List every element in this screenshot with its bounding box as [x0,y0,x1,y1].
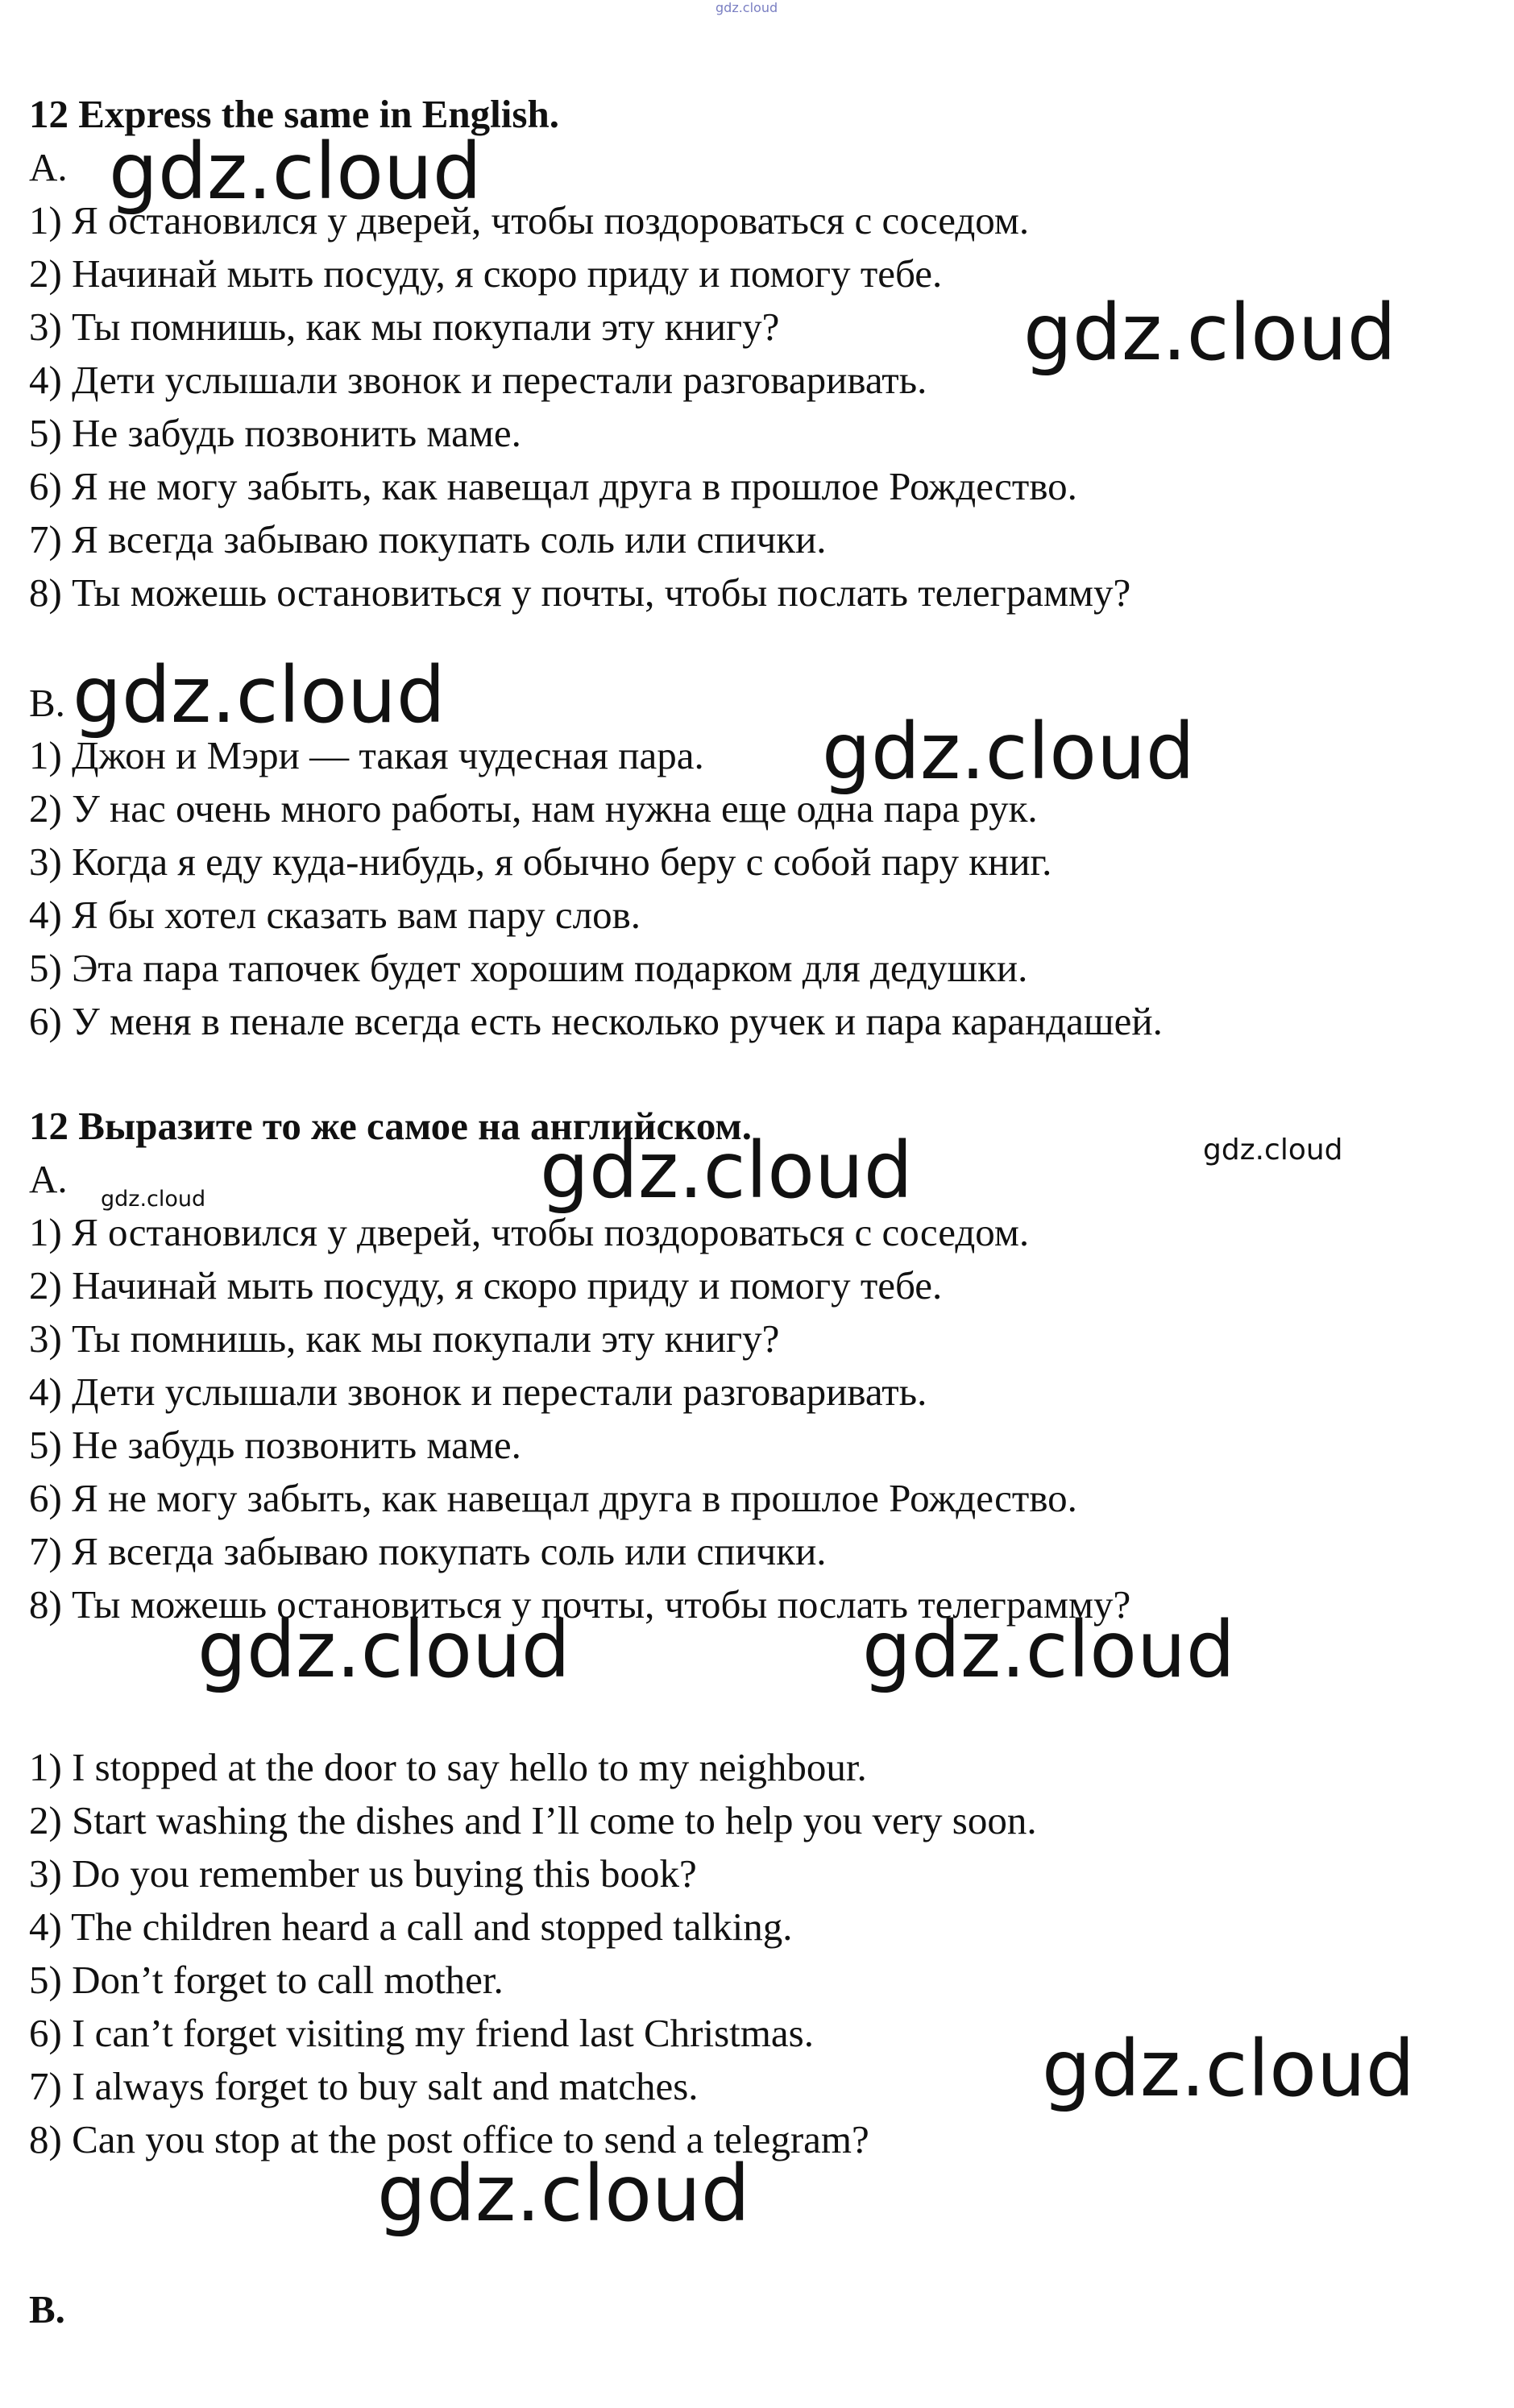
answer-item: 3) Do you remember us buying this book? [29,1851,697,1896]
watermark: gdz.cloud [540,1125,913,1216]
list-item: 7) Я всегда забываю покупать соль или спички. [29,517,827,562]
watermark: gdz.cloud [377,2149,750,2239]
answer-item: 4) The children heard a call and stopped talking. [29,1904,793,1949]
answer-item: 1) I stopped at the door to say hello to my neighbour. [29,1745,867,1789]
list-item: 8) Ты можешь остановиться у почты, чтобы послать телеграмму? [29,570,1131,615]
list-item: 4) Дети услышали звонок и перестали разговаривать. [29,358,927,402]
part-b-label: B. [29,2287,65,2331]
watermark: gdz.cloud [101,1187,206,1212]
answer-item: 7) I always forget to buy salt and matches. [29,2064,699,2108]
answer-item: 2) Start washing the dishes and I’ll come to help you very soon. [29,1798,1037,1842]
watermark: gdz.cloud [822,707,1195,797]
watermark: gdz.cloud [1203,1134,1343,1167]
list-item: 3) Ты помнишь, как мы покупали эту книгу? [29,1316,780,1361]
list-item: 6) Я не могу забыть, как навещал друга в прошлое Рождество. [29,464,1077,508]
list-item: 1) Я остановился у дверей, чтобы поздороваться с соседом. [29,1210,1030,1254]
watermark: gdz.cloud [197,1605,570,1695]
watermark: gdz.cloud [1023,288,1396,378]
list-item: 1) Джон и Мэри — такая чудесная пара. [29,733,704,777]
list-item: 5) Эта пара тапочек будет хорошим подарком для дедушки. [29,946,1028,990]
watermark: gdz.cloud [73,650,446,740]
answer-item: 5) Don’t forget to call mother. [29,1958,504,2002]
list-item: 5) Не забудь позвонить маме. [29,411,521,455]
answer-item: 6) I can’t forget visiting my friend last Christmas. [29,2011,814,2055]
exercise-title-ru: 12 Выразите то же самое на английском. [29,1104,753,1148]
exercise-title-en: 12 Express the same in English. [29,92,559,136]
list-item: 2) Начинай мыть посуду, я скоро приду и помогу тебе. [29,251,943,296]
list-item: 8) Ты можешь остановиться у почты, чтобы послать телеграмму? [29,1582,1131,1627]
list-item: 5) Не забудь позвонить маме. [29,1423,521,1467]
list-item: 2) Начинай мыть посуду, я скоро приду и помогу тебе. [29,1263,943,1308]
list-item: 4) Я бы хотел сказать вам пару слов. [29,893,641,937]
watermark: gdz.cloud [862,1605,1235,1695]
list-item: 4) Дети услышали звонок и перестали разговаривать. [29,1370,927,1414]
list-item: 3) Ты помнишь, как мы покупали эту книгу? [29,305,780,349]
list-item: 6) Я не могу забыть, как навещал друга в прошлое Рождество. [29,1476,1077,1520]
watermark: gdz.cloud [1042,2024,1415,2114]
list-item: 3) Когда я еду куда-нибудь, я обычно беру с собой пару книг. [29,839,1052,884]
list-item: 2) У нас очень много работы, нам нужна еще одна пара рук. [29,786,1038,831]
watermark: gdz.cloud [716,0,778,15]
list-item: 6) У меня в пенале всегда есть несколько ручек и пара карандашей. [29,999,1163,1043]
part-b-label: B. [29,681,65,725]
answer-item: 8) Can you stop at the post office to send a telegram? [29,2117,869,2161]
watermark: gdz.cloud [109,126,482,217]
part-a-label: A. [29,1157,68,1201]
list-item: 1) Я остановился у дверей, чтобы поздороваться с соседом. [29,198,1030,242]
list-item: 7) Я всегда забываю покупать соль или спички. [29,1529,827,1573]
part-a-label: A. [29,145,68,189]
